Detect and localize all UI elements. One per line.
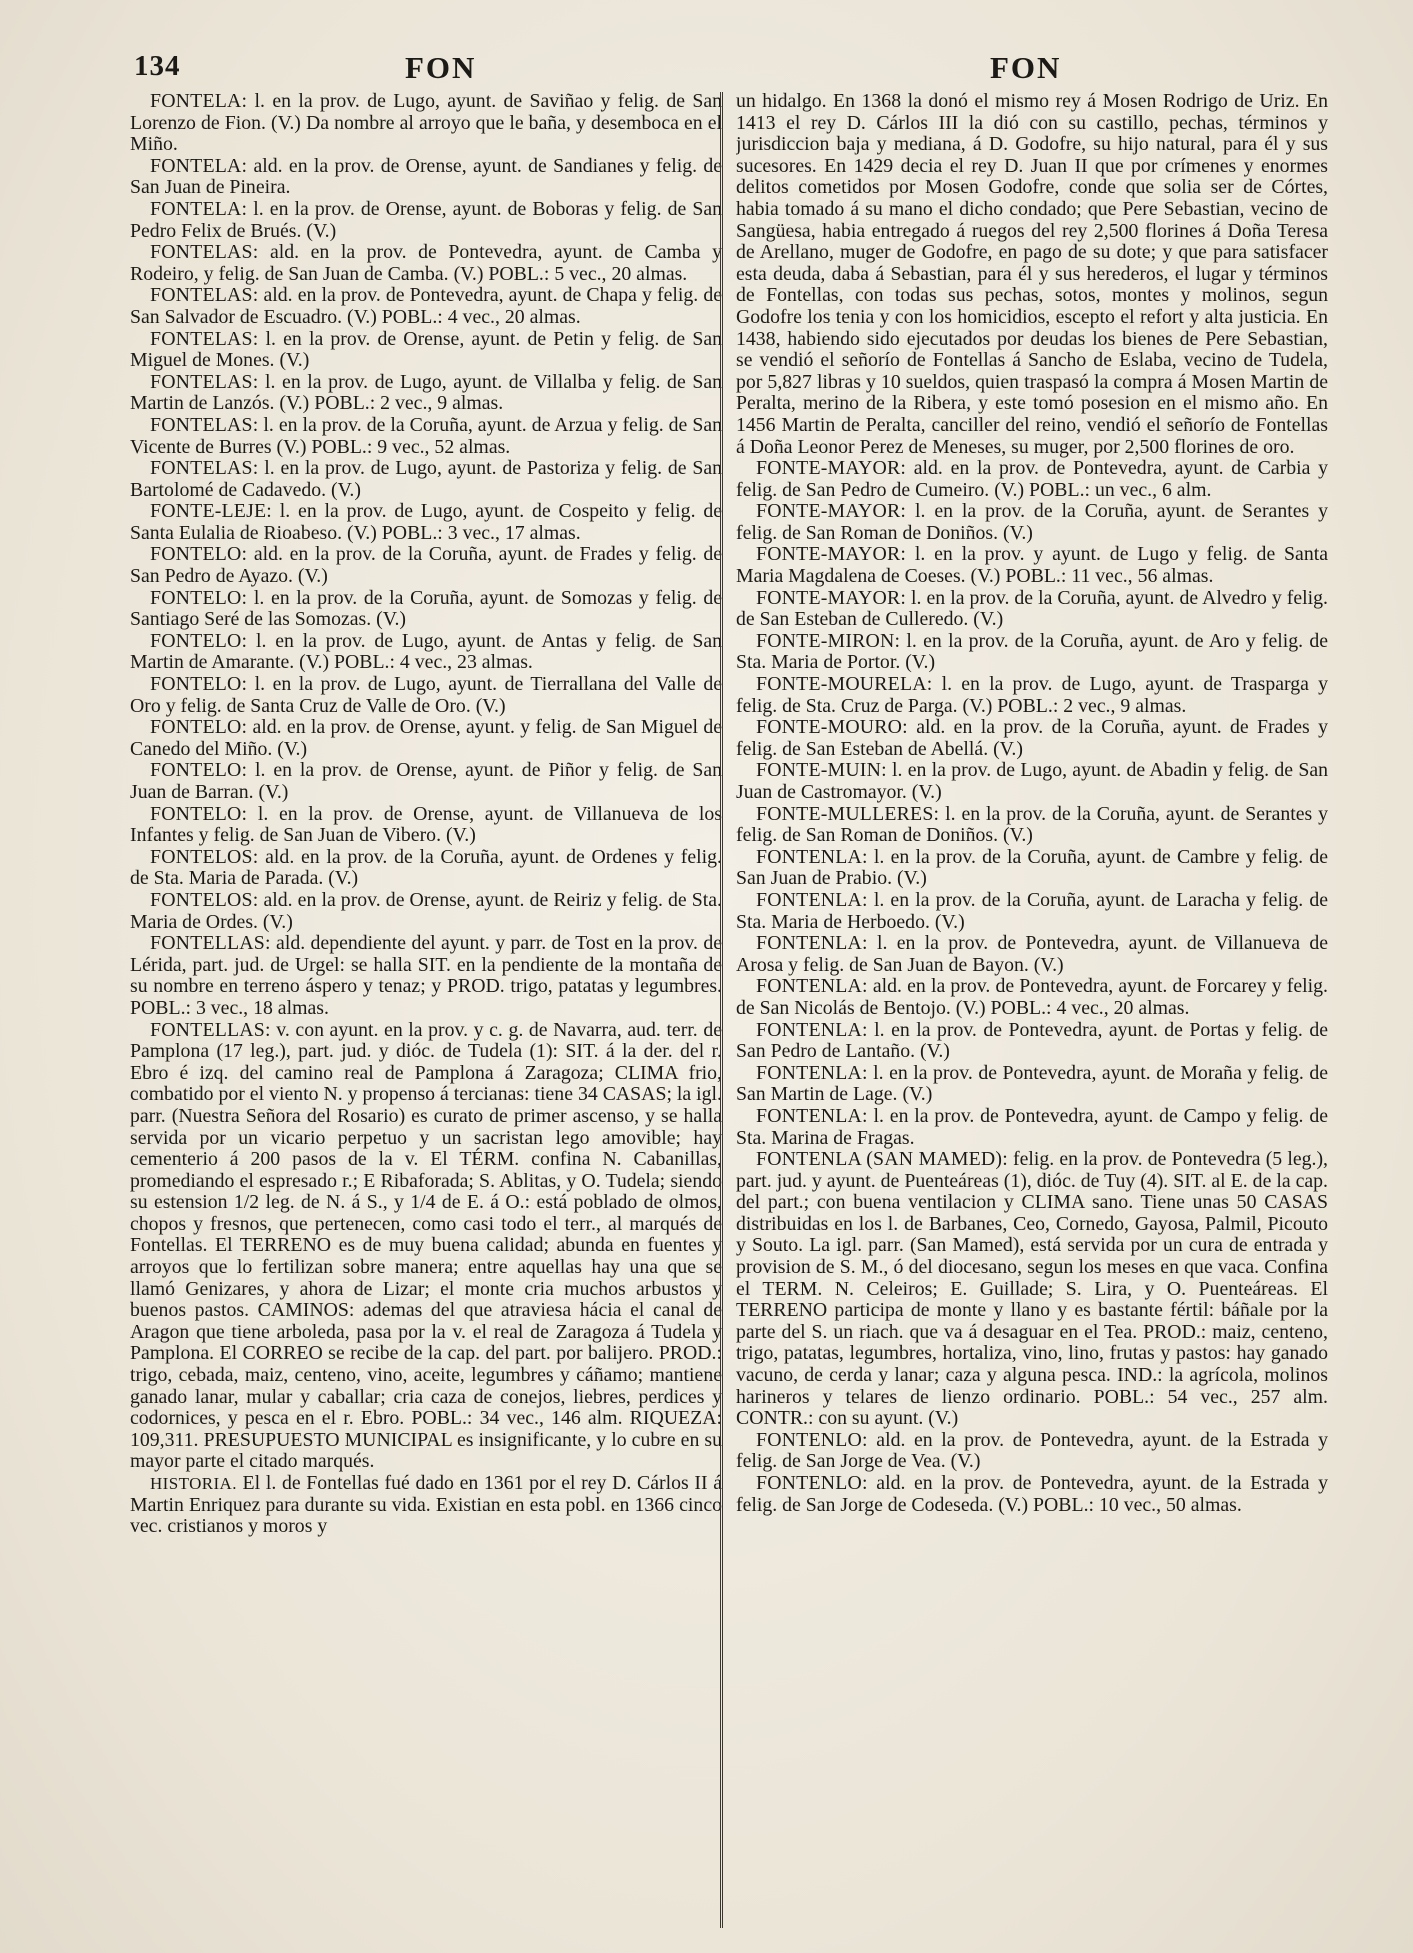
entry-text: un hidalgo. En 1368 la donó el mismo rey á Mosen Rodrigo de Uriz. En 1413 el rey D. Cárlos III la dió con su castillo, pechas, términos y jurisdiccion baja y mediana, á D. Godofre, su hijo natural, para él y sus sucesores. En 1429 decia el rey D. Juan II que por crímenes y enormes delitos cometidos por Mosen Godofre, conde que solia ser de Córtes, habia tomado á su mano el dicho condado; que Pere Sebastian, vecino de Sangüesa, habia entregado á ruegos del rey 2,500 florines á Doña Teresa de Arellano, muger de Godofre, en pago de su dote; y que para satisfacer esta deuda, daba á Sebastian, para él y sus herederos, el lugar y términos de Fontellas, con todas sus pechas, sotos, montes y molinos, segun Godofre los tenia y con los homicidios, escepto el refort y alta justicia. En 1438, habiendo sido ejecutados por deudas los bienes de Pere Sebastian, se vendió el señorío de Fontellas á Sancho de Eslaba, vecino de Tudela, por 5,827 libras y 10 sueldos, quien traspasó la compra á Mosen Martin de Peralta, merino de la Ribera, y este tomó posesion en el mismo año. En 1456 Martin de Peralta, canciller del reino, vendió el señorío de Fontellas á Doña Leonor Perez de Meneses, su muger, por 2,500 florines de oro. <box>736 91 1328 458</box>
entry-text: l. en la prov. de la Coruña, ayunt. de Alvedro y felig. de San Esteban de Culleredo. (V.) <box>736 586 1328 631</box>
entry-headword: FONTELAS: <box>150 327 259 350</box>
entry-headword: FONTENLO: <box>756 1428 868 1451</box>
entry <box>736 1430 1328 1473</box>
entry-continuation <box>736 91 1328 458</box>
entry <box>130 91 722 156</box>
running-head-left: FON <box>405 50 477 85</box>
entry-text: felig. en la prov. de Pontevedra (5 leg.), part. jud. y ayunt. de Puenteáreas (1), dióc. de Tuy (4). SIT. al E. de la cap. del part.; con buena ventilacion y CLIMA sano. Tiene unas 50 CASAS distribuidas en los l. de Barbanes, Ceo, Cornedo, Gayosa, Palmil, Picouto y Souto. La igl. parr. (San Mamed), está servida por un cura de entrada y provision de S. M., ó del diocesano, segun los meses en que vaca. Confina el TERM. N. Celeiros; E. Guillade; S. Lira, y O. Puenteáreas. El TERRENO participa de monte y llano y es bastante fértil: báñale por la parte del S. un riach. que va á desaguar en el Tea. PROD.: maiz, centeno, trigo, patatas, legumbres, hortaliza, vino, lino, frutas y pastos: hay ganado vacuno, de cerda y lanar; caza y alguna pesca. IND.: la agrícola, molinos harineros y telares de lienzo ordinario. POBL.: 54 vec., 257 alm. CONTR.: con su ayunt. (V.) <box>736 1148 1328 1430</box>
entry-text: l. en la prov. de Lugo, ayunt. de Trasparga y felig. de Sta. Cruz de Parga. (V.) POBL.: 2 vec., 9 almas. <box>736 673 1328 717</box>
entry <box>736 1063 1328 1106</box>
entry-text: l. en la prov. de la Coruña, ayunt. de Serantes y felig. de San Roman de Doniños. (V.) <box>736 802 1328 847</box>
entry <box>130 285 722 328</box>
entry <box>130 242 722 285</box>
entry <box>736 933 1328 976</box>
entry-headword: FONTE-MAYOR: <box>756 500 907 523</box>
entry-text: l. en la prov. de la Coruña, ayunt. de Somozas y felig. de Santiago Seré de las Somozas. (V.) <box>130 586 722 631</box>
entry-text: l. en la prov. de Pontevedra, ayunt. de Portas y felig. de San Pedro de Lantaño. (V.) <box>736 1018 1328 1063</box>
entry-headword: FONTENLA: <box>756 888 868 911</box>
entry <box>130 760 722 803</box>
entry-text: l. en la prov. de Orense, ayunt. de Petin y felig. de San Miguel de Mones. (V.) <box>130 327 722 372</box>
entry-text: l. en la prov. de Lugo, ayunt. de Saviñao y felig. de San Lorenzo de Fion. (V.) Da nombre al arroyo que le baña, y desemboca en el Miño. <box>130 91 722 156</box>
entry-headword: FONTENLA: <box>756 975 868 998</box>
entry-headword: FONTENLA: <box>756 1104 868 1127</box>
entry-headword: FONTENLA: <box>756 1018 868 1041</box>
entry-headword: FONTENLA: <box>756 845 868 868</box>
entry-headword: FONTENLA: <box>756 1061 868 1084</box>
entry-text: l. en la prov. de Lugo, ayunt. de Cospeito y felig. de Santa Eulalia de Rioabeso. (V.) POBL.: 3 vec., 17 almas. <box>130 500 722 544</box>
entry-headword: FONTELAS: <box>150 241 259 264</box>
entry <box>130 156 722 199</box>
entry <box>736 847 1328 890</box>
entry-text: ald. en la prov. de Orense, ayunt. de Sandianes y felig. de San Juan de Pineira. <box>130 154 722 199</box>
entry-headword: FONTE-MIRON: <box>756 629 901 652</box>
right-column <box>736 91 1328 1931</box>
entry-text: ald. en la prov. de Pontevedra, ayunt. de Camba y Rodeiro, y felig. de San Juan de Camba. (V.) POBL.: 5 vec., 20 almas. <box>130 241 722 285</box>
entry-text: l. en la prov. de la Coruña, ayunt. de Aro y felig. de Sta. Maria de Portor. (V.) <box>736 629 1328 674</box>
page-header <box>132 50 1318 90</box>
entry <box>736 976 1328 1019</box>
entry-headword: FONTE-MULLERES: <box>756 802 940 825</box>
entry <box>736 458 1328 501</box>
entry-text: l. en la prov. de Lugo, ayunt. de Pastoriza y felig. de San Bartolomé de Cadavedo. (V.) <box>130 457 722 501</box>
entry <box>736 717 1328 760</box>
left-column <box>130 91 722 1931</box>
entry-headword: FONTELLAS: <box>150 932 271 955</box>
entry <box>736 631 1328 674</box>
entry-text: l. en la prov. de Orense, ayunt. de Villanueva de los Infantes y felig. de San Juan de Vibero. (V.) <box>130 802 722 847</box>
entry-headword: FONTELO: <box>150 543 248 566</box>
entry <box>130 501 722 544</box>
entry-headword: FONTELA: <box>150 91 248 112</box>
entry <box>736 1149 1328 1430</box>
entry <box>130 544 722 587</box>
entry-text: l. en la prov. de Orense, ayunt. de Boboras y felig. de San Pedro Felix de Brués. (V.) <box>130 197 722 242</box>
entry <box>130 674 722 717</box>
entry <box>130 933 722 1019</box>
entry-headword: FONTELAS: <box>150 413 259 436</box>
entry <box>736 804 1328 847</box>
entry-headword: FONTELO: <box>150 759 248 782</box>
entry <box>736 588 1328 631</box>
entry <box>736 1106 1328 1149</box>
entry-headword: FONTELA: <box>150 154 248 177</box>
entry-text: ald. en la prov. de Pontevedra, ayunt. de la Estrada y felig. de San Jorge de Vea. (V.) <box>736 1428 1328 1473</box>
entry-text: ald. en la prov. de la Coruña, ayunt. de Ordenes y felig. de Sta. Maria de Parada. (V.) <box>130 845 722 890</box>
entry <box>130 199 722 242</box>
entry <box>736 544 1328 587</box>
entry-text: ald. en la prov. de la Coruña, ayunt. de Frades y felig. de San Pedro de Ayazo. (V.) <box>130 543 722 588</box>
entry-headword: FONTELO: <box>150 716 248 739</box>
entry-text: l. en la prov. y ayunt. de Lugo y felig. de Santa Maria Magdalena de Coeses. (V.) POBL.: 11 vec., 56 almas. <box>736 543 1328 588</box>
entry-headword: FONTENLA: <box>756 932 868 955</box>
entry-headword: FONTE-MAYOR: <box>756 586 907 609</box>
entry <box>130 1020 722 1473</box>
entry-text: l. en la prov. de la Coruña, ayunt. de Serantes y felig. de San Roman de Doniños. (V.) <box>736 500 1328 544</box>
entry-headword: FONTELO: <box>150 629 248 652</box>
entry-text: l. en la prov. de Pontevedra, ayunt. de Campo y felig. de Sta. Marina de Fragas. <box>736 1104 1328 1149</box>
entry-text: l. en la prov. de Lugo, ayunt. de Abadin y felig. de San Juan de Castromayor. (V.) <box>736 759 1328 803</box>
entry-headword: FONTELAS: <box>150 370 259 393</box>
entry-text: l. en la prov. de la Coruña, ayunt. de Cambre y felig. de San Juan de Prabio. (V.) <box>736 845 1328 890</box>
entry <box>736 1473 1328 1516</box>
entry-text: ald. en la prov. de Pontevedra, ayunt. de Chapa y felig. de San Salvador de Escuadro. (V.) POBL.: 4 vec., 20 almas. <box>130 284 722 328</box>
entry-text: l. en la prov. de Lugo, ayunt. de Tierrallana del Valle de Oro y felig. de Santa Cruz de Valle de Oro. (V.) <box>130 673 722 717</box>
entry <box>130 329 722 372</box>
entry <box>736 890 1328 933</box>
running-head-right: FON <box>990 50 1062 85</box>
entry-headword: FONTELO: <box>150 586 248 609</box>
entry-text: ald. en la prov. de Orense, ayunt. y felig. de San Miguel de Canedo del Miño. (V.) <box>130 716 722 760</box>
entry <box>130 458 722 501</box>
entry-historia <box>130 1473 722 1538</box>
entry-headword: HISTORIA. <box>150 1474 237 1493</box>
entry <box>736 1020 1328 1063</box>
entry-text: ald. en la prov. de Pontevedra, ayunt. de Forcarey y felig. de San Nicolás de Bentojo. (V.) POBL.: 4 vec., 20 almas. <box>736 975 1328 1019</box>
column-divider <box>720 92 723 1928</box>
entry <box>130 372 722 415</box>
entry-text: ald. en la prov. de Pontevedra, ayunt. de Carbia y felig. de San Pedro de Cumeiro. (V.) POBL.: un vec., 6 alm. <box>736 457 1328 501</box>
entry-text: l. en la prov. de la Coruña, ayunt. de Laracha y felig. de Sta. Maria de Herboedo. (V.) <box>736 888 1328 933</box>
entry-text: v. con ayunt. en la prov. y c. g. de Navarra, aud. terr. de Pamplona (17 leg.), part. jud. y dióc. de Tudela (1): SIT. á la der. del r. Ebro é izq. del camino real de Pamplona á Zaragoza; CLIMA frio, combatido por el viento N. y propenso á tercianas: tiene 34 CASAS; la igl. parr. (Nuestra Señora del Rosario) es curato de primer ascenso, y se halla servida por un vicario perpetuo y un sacristan lego amovible; hay cementerio á 200 pasos de la v. El TÉRM. confina N. Cabanillas, promediando el espresado r.; E Ribaforada; S. Ablitas, y O. Tudela; siendo su estension 1/2 leg. de N. á S., y 1/4 de E. á O.: está poblado de olmos, chopos y fresnos, que pertenecen, como casi todo el terr., al marqués de Fontellas. El TERRENO es de muy buena calidad; abunda en fuentes y arroyos que lo fertilizan sobre manera; entre aquellas hay una que se llamó Genizares, y ahora de Lizar; el monte cria muchos arbustos y buenos pastos. CAMINOS: ademas del que atraviesa hácia el canal de Aragon que tiene arboleda, pasa por la v. el real de Zaragoza á Tudela y Pamplona. El CORREO se recibe de la cap. del part. por balijero. PROD.: trigo, cebada, maiz, centeno, vino, aceite, legumbres y cáñamo; mantiene ganado lanar, mular y caballar; cria caza de conejos, liebres, perdices y codornices, y pesca en el r. Ebro. POBL.: 34 vec., 146 alm. RIQUEZA: 109,311. PRESUPUESTO MUNICIPAL es insignificante, y lo cubre en su mayor parte el citado marqués. <box>130 1018 722 1473</box>
entry <box>130 588 722 631</box>
entry-headword: FONTE-MOURELA: <box>756 673 933 696</box>
entry-headword: FONTELA: <box>150 197 248 220</box>
entry-text: ald. en la prov. de Pontevedra, ayunt. de la Estrada y felig. de San Jorge de Codeseda. (V.) POBL.: 10 vec., 50 almas. <box>736 1472 1328 1516</box>
entry <box>130 717 722 760</box>
entry-text: l. en la prov. de Pontevedra, ayunt. de Villanueva de Arosa y felig. de San Juan de Bayon. (V.) <box>736 932 1328 976</box>
entry-text: ald. en la prov. de Orense, ayunt. de Reiriz y felig. de Sta. Maria de Ordes. (V.) <box>130 888 722 933</box>
entry-text: l. en la prov. de Lugo, ayunt. de Antas y felig. de San Martin de Amarante. (V.) POBL.: 4 vec., 23 almas. <box>130 629 722 674</box>
entry-text: ald. en la prov. de la Coruña, ayunt. de Frades y felig. de San Esteban de Abellá. (V.) <box>736 716 1328 760</box>
entry <box>736 760 1328 803</box>
entry-headword: FONTELLAS: <box>150 1018 271 1041</box>
entry-headword: FONTE-MUIN: <box>756 759 887 782</box>
page-number: 134 <box>134 50 181 82</box>
entry <box>130 631 722 674</box>
entry-text: l. en la prov. de Pontevedra, ayunt. de Moraña y felig. de San Martin de Lage. (V.) <box>736 1061 1328 1106</box>
entry <box>130 847 722 890</box>
entry-headword: FONTELOS: <box>150 888 259 911</box>
entry-headword: FONTE-MAYOR: <box>756 543 907 566</box>
entry-text: l. en la prov. de Lugo, ayunt. de Villalba y felig. de San Martin de Lanzós. (V.) POBL.: 2 vec., 9 almas. <box>130 370 722 415</box>
entry-headword: FONTELO: <box>150 673 248 696</box>
entry <box>130 804 722 847</box>
entry-headword: FONTE-MAYOR: <box>756 457 907 480</box>
entry-headword: FONTE-LEJE: <box>150 500 272 523</box>
entry-headword: FONTE-MOURO: <box>756 716 908 739</box>
entry <box>736 501 1328 544</box>
entry <box>130 415 722 458</box>
entry-headword: FONTENLO: <box>756 1472 868 1494</box>
entry <box>130 890 722 933</box>
entry-headword: FONTELAS: <box>150 457 259 480</box>
entry-text: l. en la prov. de la Coruña, ayunt. de Arzua y felig. de San Vicente de Burres (V.) POBL.: 9 vec., 52 almas. <box>130 413 722 458</box>
entry-text: El l. de Fontellas fué dado en 1361 por el rey D. Cárlos II á Martin Enriquez para durante su vida. Existian en esta pobl. en 1366 cinco vec. cristianos y moros y <box>130 1472 722 1538</box>
entry-headword: FONTENLA (SAN MAMED): <box>756 1148 1008 1171</box>
entry-text: l. en la prov. de Orense, ayunt. de Piñor y felig. de San Juan de Barran. (V.) <box>130 759 722 803</box>
entry-headword: FONTELAS: <box>150 284 259 307</box>
entry-text: ald. dependiente del ayunt. y parr. de Tost en la prov. de Lérida, part. jud. de Urgel: se halla SIT. en la pendiente de la montaña de su nombre en terreno áspero y tenaz; y PROD. trigo, patatas y legumbres. POBL.: 3 vec., 18 almas. <box>130 932 722 1019</box>
entry-headword: FONTELO: <box>150 802 248 825</box>
entry-headword: FONTELOS: <box>150 845 259 868</box>
entry <box>736 674 1328 717</box>
